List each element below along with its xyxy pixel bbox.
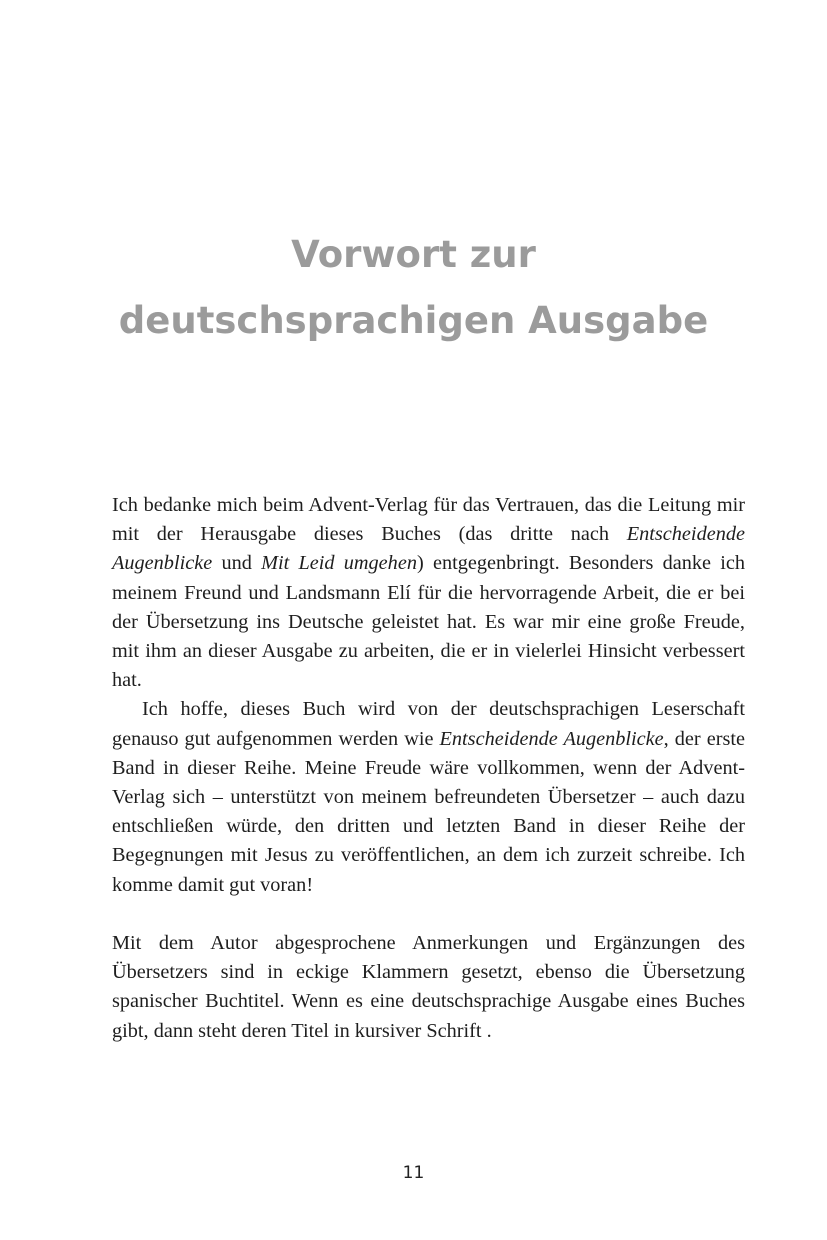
chapter-title [0, 222, 827, 354]
book-title-entscheidende-augenblicke-2: Entscheidende Augenblicke [439, 727, 664, 750]
book-title-entscheidende-augenblicke: Entscheidende Augenblicke [112, 523, 745, 575]
book-title-mit-leid-umgehen: Mit Leid umgehen [261, 552, 417, 575]
paragraph-1 [112, 491, 745, 695]
paragraph-2-text-2: , der erste Band in dieser Reihe. Meine Freude wäre vollkommen, wenn der Advent-Verlag sich – unterstützt von meinem befreundeten Übersetzer – auch dazu entschließen würde, den dritten und letzten Band in dieser Reihe der Begegnungen mit Jesus zu veröffentlichen, an dem ich zurzeit schreibe. Ich komme damit gut voran! [112, 727, 745, 896]
paragraph-1-text-2: und [212, 552, 262, 575]
chapter-title-line-1: Vorwort zur [291, 233, 536, 276]
paragraph-1-text-1: Ich bedanke mich beim Advent-Verlag für das Vertrauen, das die Leitung mir mit der Herausgabe dieses Buches (das dritte nach [112, 494, 745, 546]
paragraph-3 [112, 929, 745, 1046]
paragraph-1-text-3: ) entgegenbringt. Besonders danke ich meinem Freund und Landsmann Elí für die hervorragende Arbeit, die er bei der Übersetzung ins Deutsche geleistet hat. Es war mir eine große Freude, mit ihm an dieser Ausgabe zu arbeiten, die er in vielerlei Hinsicht verbessert hat. [112, 552, 746, 692]
chapter-title-line-2: deutschsprachigen Ausgabe [118, 299, 709, 342]
page-number: 11 [402, 1163, 425, 1183]
body-text [112, 491, 745, 1046]
paragraph-3-text-1: Mit dem Autor abgesprochene Anmerkungen und Ergänzungen des Übersetzers sind in eckige Klammern gesetzt, ebenso die Übersetzung spanischer Buchtitel. Wenn es eine deutschsprachige Ausgabe eines Buches gibt, dann steht deren Titel in kursiver Schrift . [112, 932, 745, 1042]
paragraph-2-text-1: Ich hoffe, dieses Buch wird von der deutschsprachigen Leserschaft genauso gut aufgenommen werden wie [112, 698, 745, 750]
paragraph-2 [112, 695, 745, 899]
